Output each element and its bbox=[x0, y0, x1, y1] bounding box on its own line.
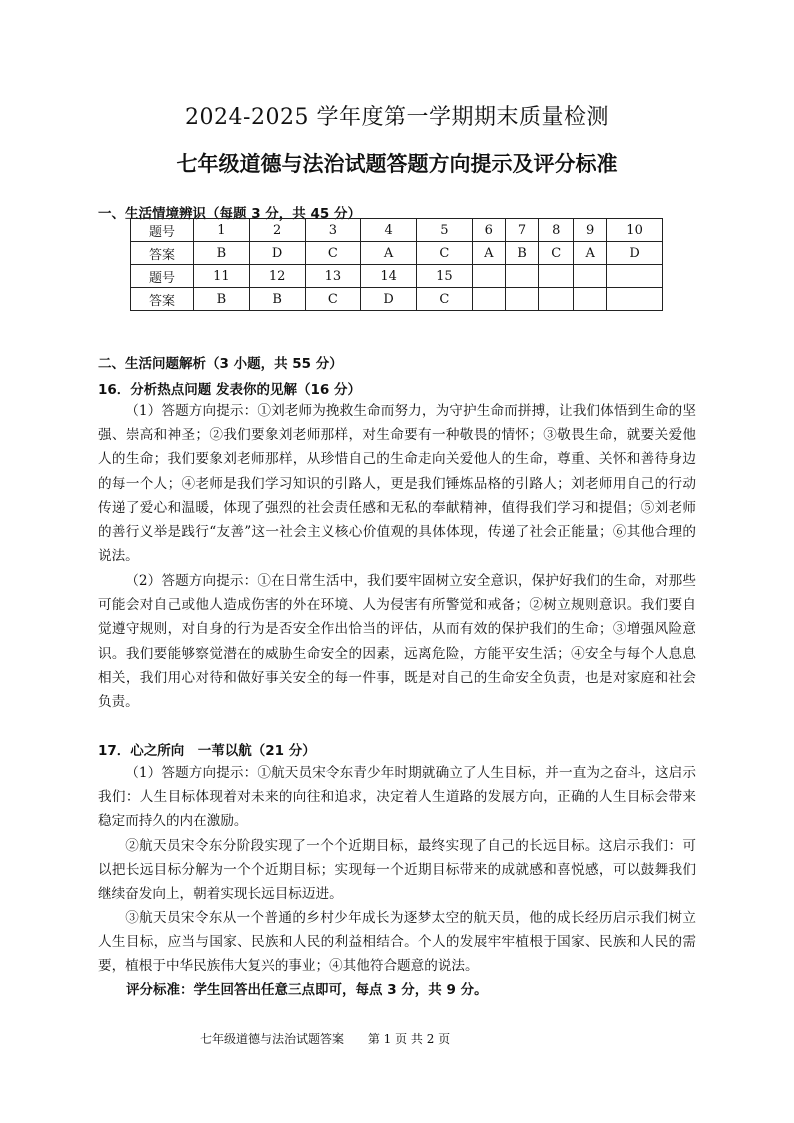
scoring-standard: 评分标准：学生回答出任意三点即可，每点 3 分，共 9 分。 bbox=[126, 982, 488, 998]
table-cell bbox=[574, 265, 607, 288]
table-cell: 3 bbox=[305, 219, 361, 242]
table-row bbox=[131, 265, 663, 288]
table-cell: 5 bbox=[417, 219, 473, 242]
table-cell bbox=[607, 265, 663, 288]
table-cell: A bbox=[472, 242, 505, 265]
table-cell bbox=[539, 265, 574, 288]
table-cell bbox=[607, 288, 663, 311]
row-label: 答案 bbox=[131, 242, 194, 265]
table-cell: C bbox=[305, 288, 361, 311]
table-cell: 13 bbox=[305, 265, 361, 288]
q16-answer-2: （2）答题方向提示：①在日常生活中，我们要牢固树立安全意识，保护好我们的生命，对那些可能会对自己或他人造成伤害的外在环境、人为侵害有所警觉和戒备；②树立规则意识。我们要自觉遵守规则，对自身的行为是否安全作出恰当的评估，从而有效的保护我们的生命；③增强风险意识。我们要能够察觉潜在的威胁生命安全的因素，远离危险，方能平安生活；④安全与每个人息息相关，我们用心对待和做好事关安全的每一件事，既是对自己的生命安全负责，也是对家庭和社会负责。 bbox=[98, 573, 696, 711]
table-cell bbox=[574, 288, 607, 311]
table-cell: B bbox=[505, 242, 539, 265]
table-cell: 7 bbox=[505, 219, 539, 242]
table-cell: 11 bbox=[194, 265, 250, 288]
q16-answer-1: （1）答题方向提示：①刘老师为挽救生命而努力，为守护生命而拼搏，让我们体悟到生命的坚强、崇高和神圣；②我们要象刘老师那样，对生命要有一种敬畏的情怀；③敬畏生命，就要关爱他人的生命；我们要象刘老师那样，从珍惜自己的生命走向关爱他人的生命，尊重、关怀和善待身边的每一个人；④老师是我们学习知识的引路人，更是我们锤炼品格的引路人；刘老师用自己的行动传递了爱心和温暖，体现了强烈的社会责任感和无私的奉献精神，值得我们学习和提倡；⑤刘老师的善行义举是践行“友善”这一社会主义核心价值观的具体体现，传递了社会正能量；⑥其他合理的说法。 bbox=[98, 403, 696, 565]
table-cell: D bbox=[361, 288, 417, 311]
q16-heading: 16．分析热点问题 发表你的见解（16 分） bbox=[98, 382, 361, 398]
table-cell bbox=[472, 288, 505, 311]
page-subtitle: 七年级道德与法治试题答题方向提示及评分标准 bbox=[176, 152, 618, 176]
table-cell: 15 bbox=[417, 265, 473, 288]
answer-table bbox=[130, 218, 663, 311]
table-cell: D bbox=[249, 242, 305, 265]
table-cell: B bbox=[194, 242, 250, 265]
table-cell: 6 bbox=[472, 219, 505, 242]
table-cell bbox=[505, 288, 539, 311]
table-cell: C bbox=[417, 242, 473, 265]
table-cell: D bbox=[607, 242, 663, 265]
table-cell: B bbox=[194, 288, 250, 311]
table-row bbox=[131, 219, 663, 242]
row-label: 答案 bbox=[131, 288, 194, 311]
page-title: 2024-2025 学年度第一学期期末质量检测 bbox=[185, 105, 609, 130]
section2-heading: 二、生活问题解析（3 小题，共 55 分） bbox=[98, 356, 343, 372]
table-row bbox=[131, 242, 663, 265]
table-cell: 4 bbox=[361, 219, 417, 242]
q17-answer-3: ③航天员宋令东从一个普通的乡村少年成长为逐梦太空的航天员，他的成长经历启示我们树立人生目标，应当与国家、民族和人民的利益相结合。个人的发展牢牢植根于国家、民族和人民的需要，植根于中华民族伟大复兴的事业；④其他符合题意的说法。 bbox=[98, 910, 696, 975]
table-cell: C bbox=[305, 242, 361, 265]
page-footer bbox=[200, 1030, 470, 1047]
table-cell bbox=[505, 265, 539, 288]
section1-heading: 一、生活情境辨识（每题 3 分，共 45 分） bbox=[98, 206, 361, 222]
q17-answer-1: （1）答题方向提示：①航天员宋令东青少年时期就确立了人生目标，并一直为之奋斗，这启示我们：人生目标体现着对未来的向往和追求，决定着人生道路的发展方向，正确的人生目标会带来稳定而持久的内在激励。 bbox=[98, 765, 696, 830]
table-cell: 8 bbox=[539, 219, 574, 242]
table-cell: A bbox=[361, 242, 417, 265]
q17-answer-2: ②航天员宋令东分阶段实现了一个个近期目标，最终实现了自己的长远目标。这启示我们：可以把长远目标分解为一个个近期目标；实现每一个近期目标带来的成就感和喜悦感，可以鼓舞我们继续奋发向上，朝着实现长远目标迈进。 bbox=[98, 838, 696, 903]
table-cell: 1 bbox=[194, 219, 250, 242]
footer-doc-name: 七年级道德与法治试题答案 bbox=[200, 1032, 345, 1046]
table-cell: 10 bbox=[607, 219, 663, 242]
table-cell bbox=[539, 288, 574, 311]
table-cell: B bbox=[249, 288, 305, 311]
q17-heading: 17．心之所向 一苇以航（21 分） bbox=[98, 743, 316, 759]
row-label: 题号 bbox=[131, 219, 194, 242]
table-cell: C bbox=[539, 242, 574, 265]
table-cell: C bbox=[417, 288, 473, 311]
table-cell: 14 bbox=[361, 265, 417, 288]
table-row bbox=[131, 288, 663, 311]
table-cell bbox=[472, 265, 505, 288]
row-label: 题号 bbox=[131, 265, 194, 288]
footer-page-number: 第 1 页 共 2 页 bbox=[367, 1032, 451, 1046]
table-cell: 12 bbox=[249, 265, 305, 288]
table-cell: 9 bbox=[574, 219, 607, 242]
table-cell: 2 bbox=[249, 219, 305, 242]
table-cell: A bbox=[574, 242, 607, 265]
